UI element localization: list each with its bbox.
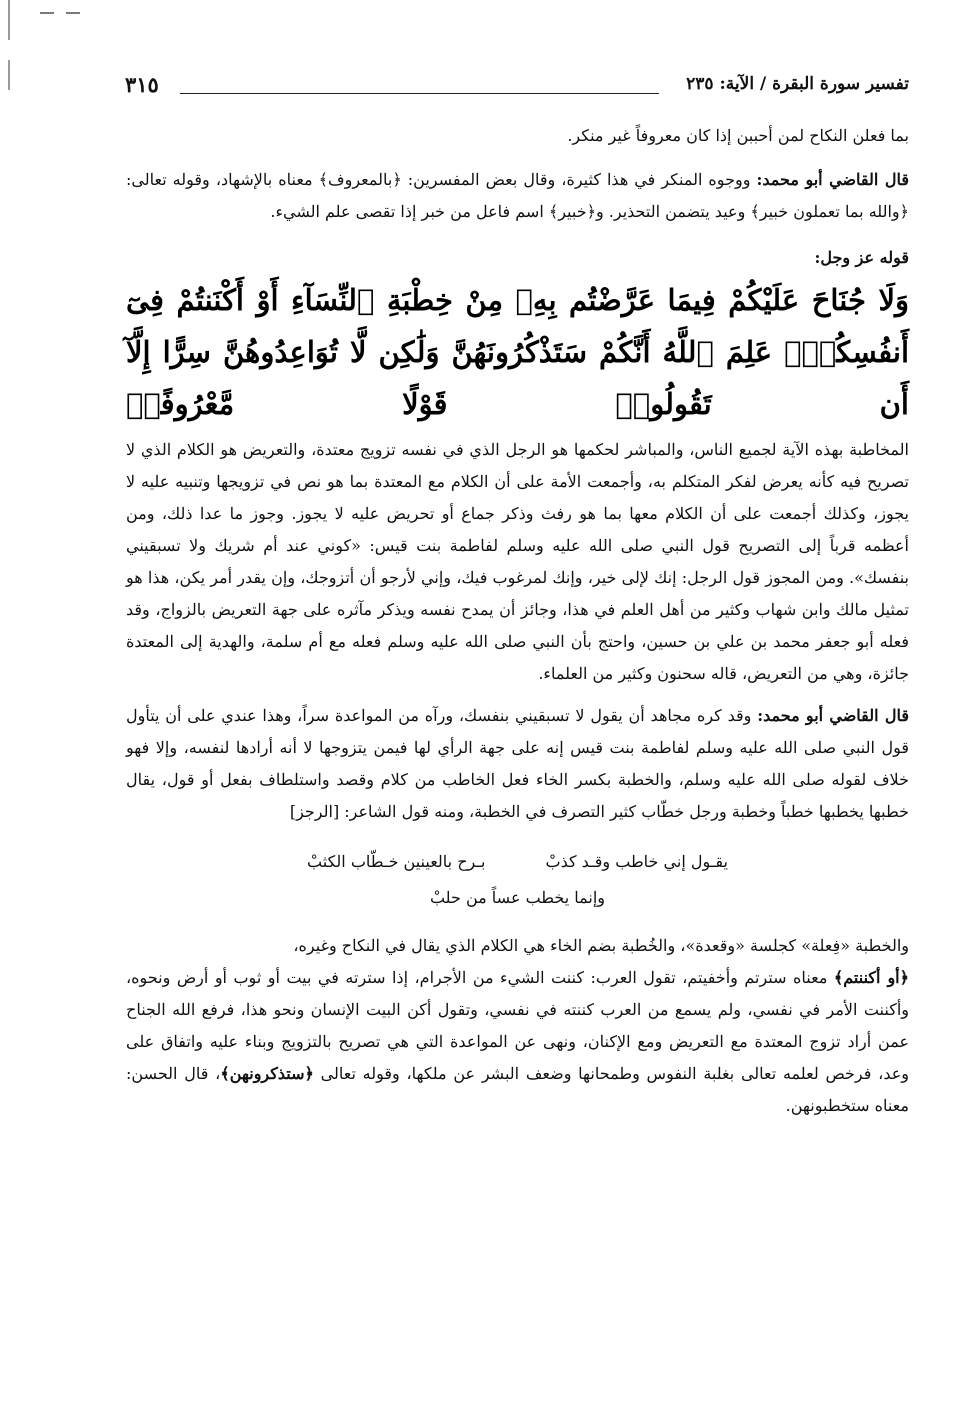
speaker-label: قال القاضي أبو محمد: (757, 706, 910, 725)
poem-verse: وإنما يخطب عساً من حلبْ (429, 888, 606, 907)
quran-verse: وَلَا جُنَاحَ عَلَيْكُمْ فِيمَا عَرَّضْتُم بِهِۦ مِنْ خِطْبَةِ ٱلنِّسَآءِ أَوْ أَكْنَنتُمْ فِىٓ أَنفُسِكُمْۚ عَلِمَ ٱللَّهُ أَنَّكُمْ سَتَذْكُرُونَهُنَّ وَلَٰكِن لَّا تُوَاعِدُوهُنَّ سِرًّا إِلَّآ أَن تَقُولُوا۟ قَوْلًا مَّعْرُوفًاۚ (126, 283, 909, 421)
poem-verse (126, 844, 909, 880)
paragraph: بما فعلن النكاح لمن أحببن إذا كان معروفاً غير منكر. (567, 126, 909, 145)
verse-intro: قوله عز وجل: (814, 248, 909, 267)
page-body (126, 120, 909, 1122)
paragraph (126, 164, 909, 228)
poem (126, 844, 909, 916)
scan-margin-line (8, 60, 10, 90)
quoted-term: ﴿أو أكننتم﴾ (833, 968, 910, 987)
paragraph-text: ، قال الحسن: معناه ستخطبونهن. (126, 1064, 909, 1115)
page-header (125, 74, 909, 110)
scan-mark (40, 12, 54, 14)
scan-mark (66, 12, 80, 14)
quoted-term: ﴿ستذكرونهن﴾ (220, 1064, 314, 1083)
paragraph-text: معناه سترتم وأخفيتم، تقول العرب: كننت الشيء من الأجرام، إذا سترته في بيت أو ثوب أو أرض ونحوه، وأكننت الأمر في نفسي، ولم يسمع من العرب كننته في نفسي، وتقول أكن البيت الإنسان ونحو هذا، فرفع الله الجناح عمن أراد تزوج المعتدة مع التعريض ومع الإكنان، ونهى عن المواعدة التي هي تصريح بالتزويج وبناء عليه واتفاق على وعد، فرخص لعلمه تعالى بغلبة النفوس وطمحانها وضعف البشر عن ملكها، وقوله تعالى (126, 968, 909, 1083)
paragraph-text: ووجوه المنكر في هذا كثيرة، وقال بعض المفسرين: ﴿بالمعروف﴾ معناه بالإشهاد، وقوله تعالى: ﴿والله بما تعملون خبير﴾ وعيد يتضمن التحذير. و﴿خبير﴾ اسم فاعل من خبر إذا تقصى علم الشيء. (126, 170, 909, 221)
poem-hemistich: بـرح بالعينين خـطّاب الكثبْ (307, 852, 486, 871)
header-rule (180, 93, 659, 94)
poem-hemistich: يقـول إني خاطب وقـد كذبْ (545, 852, 728, 871)
running-title: تفسير سورة البقرة / الآية: ٢٣٥ (686, 74, 909, 94)
scan-margin-line (8, 0, 10, 40)
paragraph: المخاطبة بهذه الآية لجميع الناس، والمباشر لحكمها هو الرجل الذي في نفسه تزويج معتدة، والتعريض هو الكلام الذي لا تصريح فيه كأنه يعرض لفكر المتكلم به، وأجمعت الأمة على أن الكلام مع المعتدة بما هو نص في تزويجها وتنبيه عليه لا يجوز، وكذلك أجمعت على أن الكلام معها بما هو رفث وذكر جماع أو تحريض عليه لا يجوز. وجوز ما عدا ذلك، ومن أعظمه قرباً إلى التصريح قول النبي صلى الله عليه وسلم لفاطمة بنت قيس: «كوني عند أم شريك ولا تسبقيني بنفسك». ومن المجوز قول الرجل: إنك لإلى خير، وإنك لمرغوب فيك، وإني لأرجو أن أتزوجك، وإن يقدر أمر يكن، هذا هو تمثيل مالك وابن شهاب وكثير من أهل العلم في هذا، وجائز أن يمدح نفسه ويذكر مآثره على جهة التعريض بالزواج، وقد فعله أبو جعفر محمد بن علي بن حسين، واحتج بأن النبي صلى الله عليه وسلم فعله مع أم سلمة، والهدية إلى المعتدة جائزة، وهي من التعريض، قاله سحنون وكثير من العلماء. (126, 440, 910, 683)
paragraph (126, 930, 909, 1122)
paragraph-text: وقد كره مجاهد أن يقول لا تسبقيني بنفسك، ورآه من المواعدة سراً، وهذا عندي على أن يتأول قول النبي صلى الله عليه وسلم لفاطمة بنت قيس إنه على جهة الرأي لها فيمن يتزوجها لا أنه أرادها لنفسه، وإلا فهو خلاف لقوله صلى الله عليه وسلم، والخطبة بكسر الخاء فعل الخاطب من كلام وقصد واستلطاف بفعل أو قول، يقال خطبها يخطبها خطباً وخطبة ورجل خطّاب كثير التصرف في الخطبة، ومنه قول الشاعر: [الرجز] (126, 706, 909, 821)
page-number: ٣١٥ (125, 72, 159, 97)
paragraph-text: والخطبة «فِعلة» كجلسة «وقعدة»، والخُطبة بضم الخاء هي الكلام الذي يقال في النكاح وغيره، (293, 936, 909, 955)
paragraph (126, 700, 909, 828)
speaker-label: قال القاضي أبو محمد: (756, 170, 910, 189)
